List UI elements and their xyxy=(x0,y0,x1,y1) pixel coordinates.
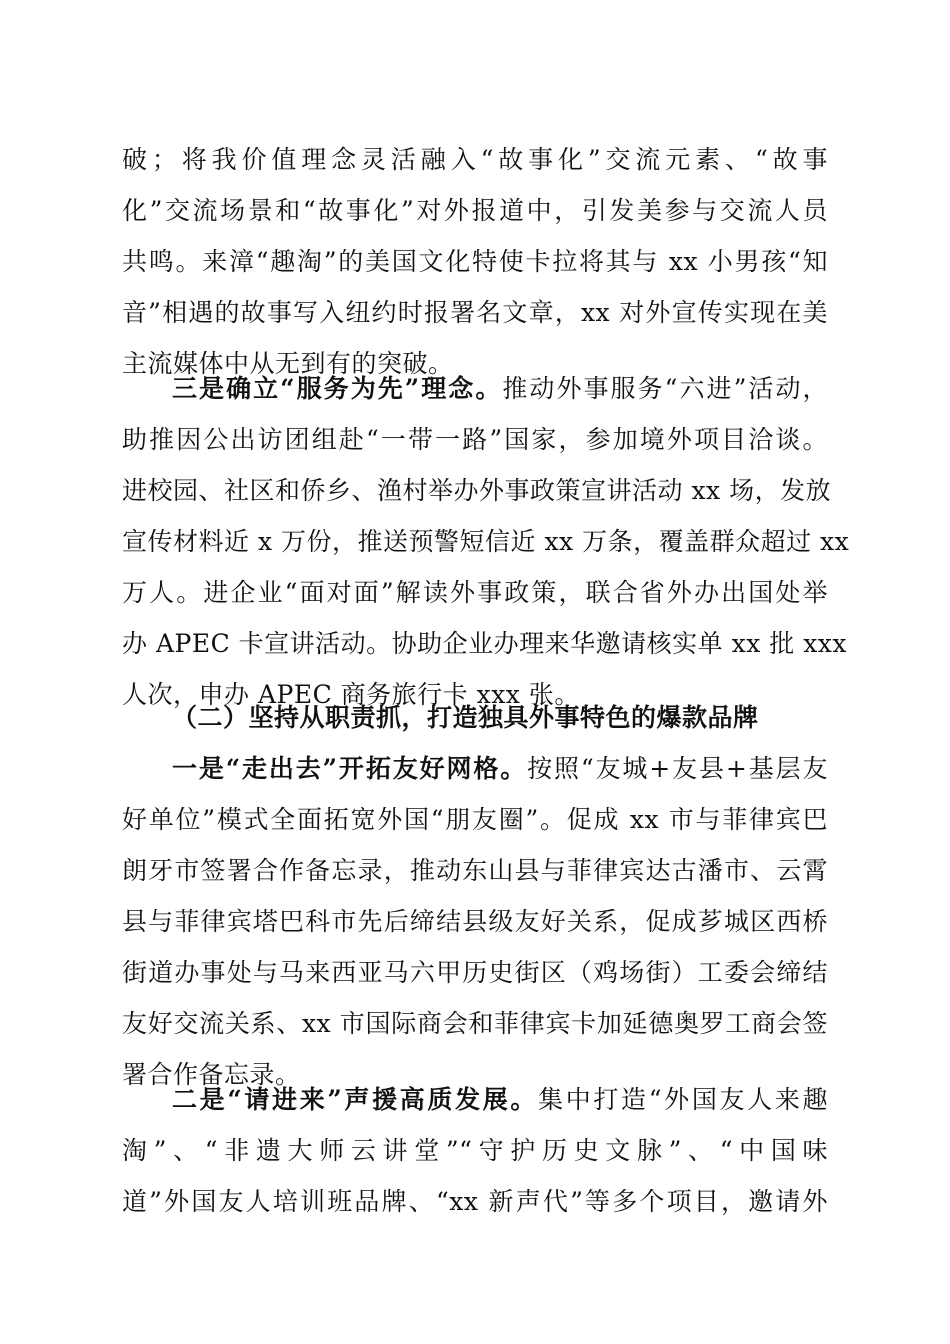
text-line: 办 APEC 卡宣讲活动。协助企业办理来华邀请核实单 xx 批 xxx xyxy=(122,629,847,658)
paragraph-first-line xyxy=(172,373,828,405)
text-line: 朗牙市签署合作备忘录，推动东山县与菲律宾达古潘市、云霄 xyxy=(122,856,828,885)
text-line: 好单位”模式全面拓宽外国“朋友圈”。促成 xx 市与菲律宾巴 xyxy=(122,805,828,834)
text-run: 集中打造“外国友人来趣 xyxy=(538,1085,828,1114)
section-heading: （二）坚持从职责抓，打造独具外事特色的爆款品牌 xyxy=(172,703,759,732)
text-line: 破；将我价值理念灵活融入“故事化”交流元素、“故事 xyxy=(122,145,828,174)
lead-in-go-out: 一是“走出去”开拓友好网格。 xyxy=(172,754,528,783)
text-line: 宣传材料近 x 万份，推送预警短信近 xx 万条，覆盖群众超过 xx xyxy=(122,527,850,556)
lead-in-service-first: 三是确立“服务为先”理念。 xyxy=(172,374,503,403)
text-line: 助推因公出访团组赴“一带一路”国家，参加境外项目洽谈。 xyxy=(122,425,828,454)
text-line: 人次，申办 APEC 商务旅行卡 xxx 张。 xyxy=(122,680,580,709)
text-line: 化”交流场景和“故事化”对外报道中，引发美参与交流人员 xyxy=(122,196,828,225)
text-line: 道”外国友人培训班品牌、“xx 新声代”等多个项目，邀请外 xyxy=(122,1187,828,1216)
text-line: 县与菲律宾塔巴科市先后缔结县级友好关系，促成芗城区西桥 xyxy=(122,907,828,936)
text-line: 街道办事处与马来西亚马六甲历史街区（鸡场街）工委会缔结 xyxy=(122,958,828,987)
lead-in-bring-in: 二是“请进来”声援高质发展。 xyxy=(172,1085,539,1114)
text-line: 淘”、“非遗大师云讲堂”“守护历史文脉”、“中国味 xyxy=(122,1136,828,1165)
paragraph-first-line xyxy=(172,753,828,785)
text-line: 友好交流关系、xx 市国际商会和菲律宾卡加延德奥罗工商会签 xyxy=(122,1009,828,1038)
text-line: 署合作备忘录。 xyxy=(122,1060,301,1089)
text-line: 万人。进企业“面对面”解读外事政策，联合省外办出国处举 xyxy=(122,578,828,607)
text-line: 主流媒体中从无到有的突破。 xyxy=(122,349,454,378)
text-line: 共鸣。来漳“趣淘”的美国文化特使卡拉将其与 xx 小男孩“知 xyxy=(122,247,828,276)
text-line: 音”相遇的故事写入纽约时报署名文章，xx 对外宣传实现在美 xyxy=(122,298,828,327)
text-line: 进校园、社区和侨乡、渔村举办外事政策宣讲活动 xx 场，发放 xyxy=(122,476,832,505)
text-run: 按照“友城+友县+基层友 xyxy=(527,754,828,783)
text-run: 推动外事服务“六进”活动， xyxy=(502,374,828,403)
paragraph-first-line xyxy=(172,1084,828,1116)
